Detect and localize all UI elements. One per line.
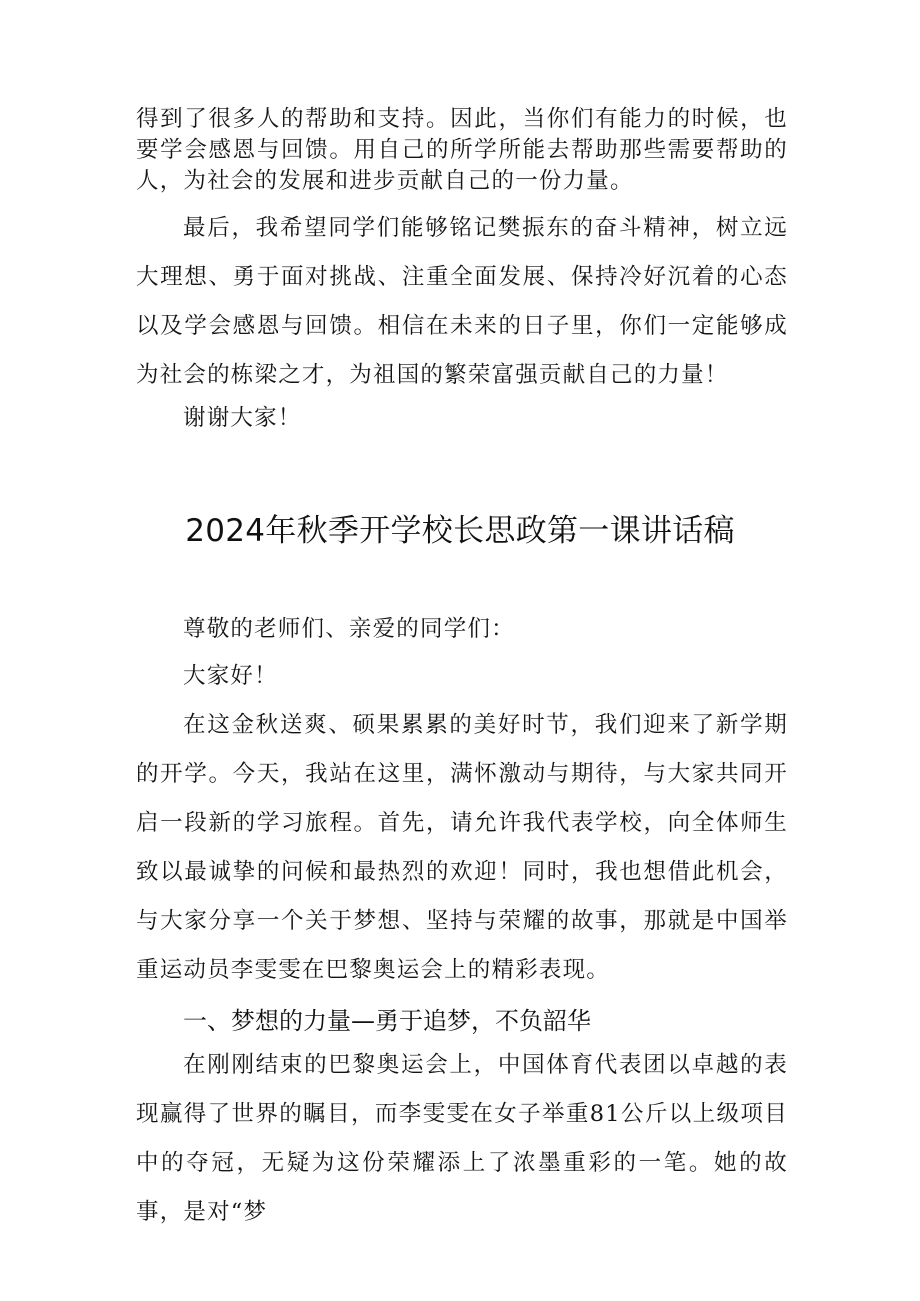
section-paragraph: 在刚刚结束的巴黎奥运会上，中国体育代表团以卓越的表现赢得了世界的瞩目，而李雯雯在女子举重81公斤以上级项目中的夺冠，无疑为这份荣耀添上了浓墨重彩的一笔。她的故事，是对“梦 xyxy=(136,1052,788,1225)
section-heading: 一、梦想的力量—勇于追梦，不负韶华 xyxy=(183,1007,591,1035)
closing-paragraph: 最后，我希望同学们能够铭记樊振东的奋斗精神，树立远大理想、勇于面对挑战、注重全面发展、保持冷好沉着的心态以及学会感恩与回馈。相信在未来的日子里，你们一定能够成为社会的栋梁之才，为祖国的繁荣富强贡献自己的力量！ xyxy=(136,215,788,388)
greeting: 大家好！ xyxy=(183,663,278,689)
continued-paragraph: 得到了很多人的帮助和支持。因此，当你们有能力的时候，也要学会感恩与回馈。用自己的所学所能去帮助那些需要帮助的人，为社会的发展和进步贡献自己的一份力量。 xyxy=(136,106,788,194)
thanks-line: 谢谢大家！ xyxy=(183,405,302,431)
intro-paragraph: 在这金秋送爽、硕果累累的美好时节，我们迎来了新学期的开学。今天，我站在这里，满怀激动与期待，与大家共同开启一段新的学习旅程。首先，请允许我代表学校，向全体师生致以最诚挚的问候和最热烈的欢迎！同时，我也想借此机会，与大家分享一个关于梦想、坚持与荣耀的故事，那就是中国举重运动员李雯雯在巴黎奥运会上的精彩表现。 xyxy=(136,712,788,983)
salutation: 尊敬的老师们、亲爱的同学们： xyxy=(183,616,515,642)
document-title: 2024年秋季开学校长思政第一课讲话稿 xyxy=(185,513,735,549)
